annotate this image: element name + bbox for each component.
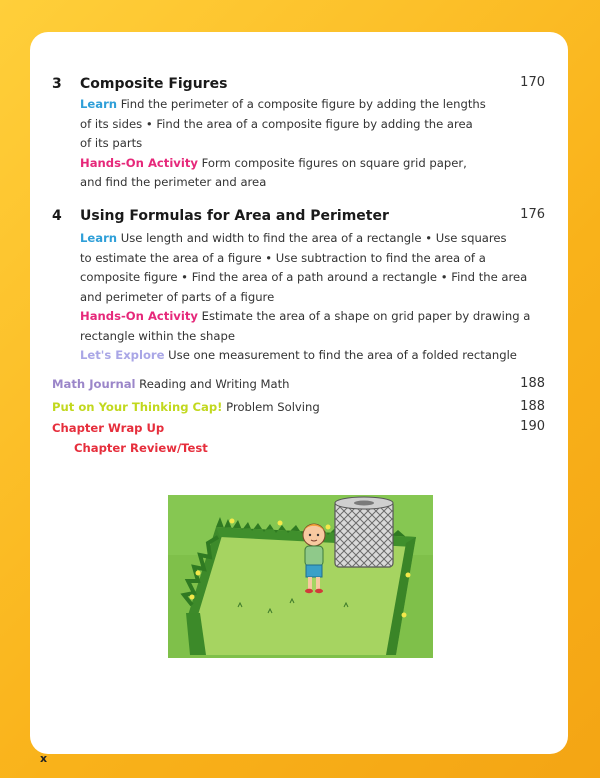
learn-label: Learn bbox=[80, 231, 118, 245]
lesson-3-details bbox=[80, 95, 486, 193]
lesson-4-page: 176 bbox=[520, 207, 545, 222]
thinking-cap-entry: Put on Your Thinking Cap! Problem Solving bbox=[52, 400, 320, 414]
hands-on-label: Hands-On Activity bbox=[80, 155, 198, 170]
math-journal-page: 188 bbox=[520, 376, 545, 391]
detail-line: rectangle within the shape bbox=[80, 328, 235, 343]
detail-line: of its sides • Find the area of a composite figure by adding the area bbox=[80, 116, 473, 131]
page-marker: x bbox=[40, 752, 48, 765]
lesson-4-number: 4 bbox=[52, 208, 62, 224]
detail-line: Hands-On Activity Form composite figures on square grid paper, bbox=[80, 155, 467, 170]
illustration bbox=[168, 495, 433, 658]
detail-line: Hands-On Activity Estimate the area of a shape on grid paper by drawing a bbox=[80, 309, 531, 323]
lesson-3-number: 3 bbox=[52, 76, 62, 92]
detail-line: Learn Use length and width to find the area of a rectangle • Use squares bbox=[80, 231, 507, 245]
hands-on-label: Hands-On Activity bbox=[80, 309, 198, 323]
math-journal-entry: Math Journal Reading and Writing Math bbox=[52, 377, 290, 391]
chapter-wrap-up-page: 190 bbox=[520, 419, 545, 434]
detail-line: of its parts bbox=[80, 136, 143, 150]
lesson-4-title: Using Formulas for Area and Perimeter bbox=[80, 208, 389, 224]
park-scene-illustration bbox=[168, 495, 433, 658]
chapter-review-entry: Chapter Review/Test bbox=[74, 441, 208, 455]
detail-line: Learn Find the perimeter of a composite figure by adding the lengths bbox=[80, 97, 486, 111]
chapter-wrap-up-entry: Chapter Wrap Up bbox=[52, 421, 165, 435]
lesson-4-details bbox=[80, 229, 530, 366]
lets-explore-label: Let's Explore bbox=[80, 348, 165, 362]
detail-line: composite figure • Find the area of a path around a rectangle • Find the area bbox=[80, 270, 528, 284]
learn-label: Learn bbox=[80, 97, 118, 111]
lesson-3-page: 170 bbox=[520, 75, 545, 90]
detail-line: Let's Explore Use one measurement to find the area of a folded rectangle bbox=[80, 348, 517, 362]
detail-line: and perimeter of parts of a figure bbox=[80, 289, 275, 304]
detail-line: and find the perimeter and area bbox=[80, 175, 267, 189]
lesson-3-title: Composite Figures bbox=[80, 76, 228, 92]
thinking-cap-page: 188 bbox=[520, 399, 545, 414]
detail-line: to estimate the area of a figure • Use subtraction to find the area of a bbox=[80, 250, 486, 265]
